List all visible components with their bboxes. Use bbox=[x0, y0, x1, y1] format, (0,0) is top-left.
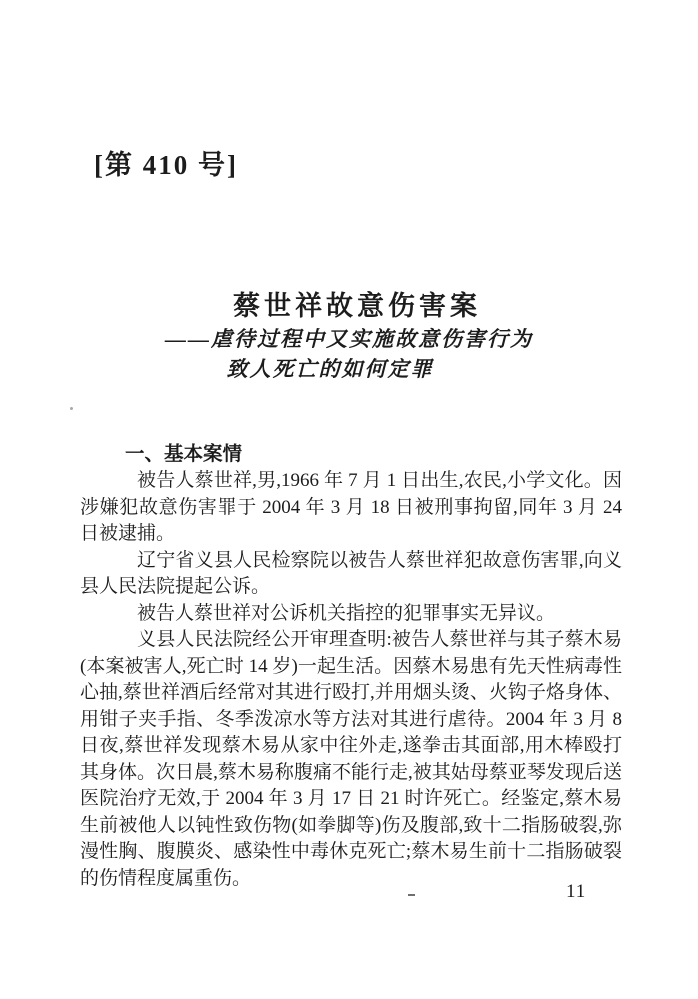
paragraph-court-findings: 义县人民法院经公开审理查明:被告人蔡世祥与其子蔡木易(本案被害人,死亡时 14 岁)一起生活。因蔡木易患有先天性病毒性心抽,蔡世祥酒后经常对其进行殴打,并用烟头烫、火钩子烙身体、用钳子夹手指、冬季泼凉水等方法对其进行虐待。2004 年 3 月 8 日夜,蔡世祥发现蔡木易从家中往外走,遂拳击其面部,用木棒殴打其身体。次日晨,蔡木易称腹痛不能行走,被其姑母蔡亚琴发现后送医院治疗无效,于 2004 年 3 月 17 日 21 时许死亡。经鉴定,蔡木易生前被他人以钝性致伤物(如拳脚等)伤及腹部,致十二指肠破裂,弥漫性胸、腹膜炎、感染性中毒休克死亡;蔡木易生前十二指肠破裂的伤情程度属重伤。 bbox=[80, 629, 622, 889]
page-number: 11 bbox=[566, 881, 587, 902]
case-title: 蔡世祥故意伤害案 bbox=[233, 291, 481, 321]
paragraph-defendant-plea: 被告人蔡世祥对公诉机关指控的犯罪事实无异议。 bbox=[137, 602, 556, 624]
subtitle-line-2: 致人死亡的如何定罪 bbox=[226, 357, 434, 381]
paragraph-prosecution: 辽宁省义县人民检察院以被告人蔡世祥犯故意伤害罪,向义县人民法院提起公诉。 bbox=[80, 549, 622, 597]
case-subtitle bbox=[0, 324, 698, 384]
scan-speck-artifact bbox=[70, 407, 73, 410]
section-heading: 一、基本案情 bbox=[125, 443, 243, 465]
body-text-block bbox=[80, 441, 622, 892]
case-number: [第 410 号] bbox=[94, 150, 238, 180]
subtitle-line-1: ——虐待过程中又实施故意伤害行为 bbox=[165, 327, 533, 351]
paragraph-defendant-info: 被告人蔡世祥,男,1966 年 7 月 1 日出生,农民,小学文化。因涉嫌犯故意伤害罪于 2004 年 3 月 18 日被刑事拘留,同年 3 月 24 日被逮捕。 bbox=[80, 470, 622, 544]
scan-dash-artifact bbox=[408, 894, 415, 896]
